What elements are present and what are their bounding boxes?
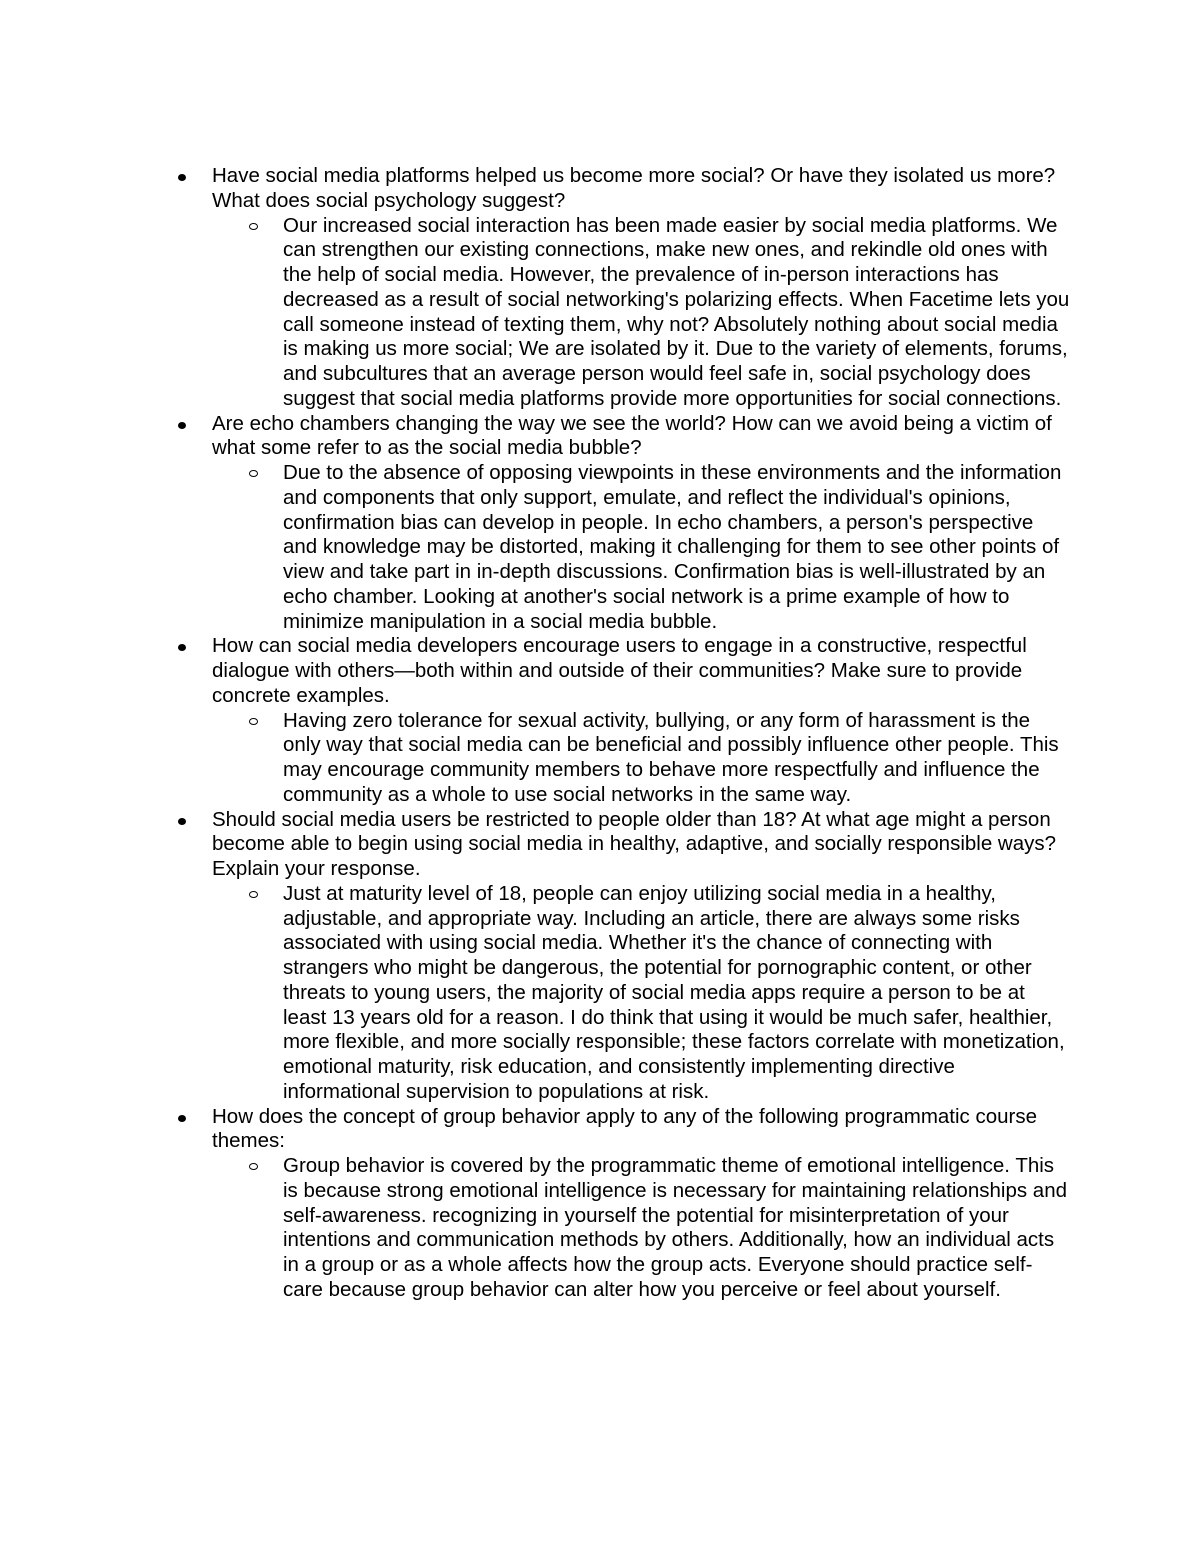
answer-text: Our increased social interaction has been made easier by social media platforms. We can strengthen our existing connections, make new ones, and rekindle old ones with the help of social media. However, the prevalence of in-person interactions has decreased as a result of social networking's polarizing effects. When Facetime lets you call someone instead of texting them, why not? Absolutely nothing about social media is making us more social; We are isolated by it. Due to the variety of elements, forums, and subcultures that an average person would feel safe in, social psychology does suggest that social media platforms provide more opportunities for social connections. bbox=[283, 213, 1070, 410]
filled-bullet-icon bbox=[178, 818, 186, 825]
hollow-bullet-icon bbox=[249, 223, 258, 230]
answer-list bbox=[212, 1154, 1070, 1303]
answer-text: Just at maturity level of 18, people can enjoy utilizing social media in a healthy, adjustable, and appropriate way. Including an article, there are always some risks associated with using social media. Whether it's the chance of connecting with strangers who might be dangerous, the potential for pornographic content, or other threats to young users, the majority of social media apps require a person to be at least 13 years old for a reason. I do think that using it would be much safer, healthier, more flexible, and more socially responsible; these factors correlate with monetization, emotional maturity, risk education, and consistently implementing directive informational supervision to populations at risk. bbox=[283, 881, 1065, 1103]
answer-list bbox=[212, 882, 1070, 1105]
question-text: Have social media platforms helped us become more social? Or have they isolated us more? What does social psychology suggest? bbox=[212, 164, 1056, 212]
question-list bbox=[0, 164, 1200, 1303]
question-text: Are echo chambers changing the way we see the world? How can we avoid being a victim of what some refer to as the social media bubble? bbox=[212, 411, 1052, 460]
hollow-bullet-icon bbox=[249, 1163, 258, 1170]
answer-list bbox=[212, 709, 1070, 808]
question-item bbox=[0, 1105, 1200, 1303]
question-item bbox=[0, 808, 1200, 1105]
filled-bullet-icon bbox=[178, 174, 186, 181]
question-item bbox=[0, 412, 1200, 635]
question-text: How can social media developers encourage users to engage in a constructive, respectful dialogue with others—both within and outside of their communities? Make sure to provide concrete examples. bbox=[212, 634, 1027, 707]
filled-bullet-icon bbox=[178, 644, 186, 651]
hollow-bullet-icon bbox=[249, 718, 258, 725]
answer-item bbox=[283, 709, 1070, 808]
question-item bbox=[0, 164, 1200, 412]
answer-item bbox=[283, 461, 1070, 634]
question-text: Should social media users be restricted to people older than 18? At what age might a person become able to begin using social media in healthy, adaptive, and socially responsible ways? Explain your response. bbox=[212, 807, 1057, 880]
filled-bullet-icon bbox=[178, 422, 186, 429]
answer-item bbox=[283, 1154, 1070, 1303]
hollow-bullet-icon bbox=[249, 891, 258, 898]
hollow-bullet-icon bbox=[249, 470, 258, 477]
answer-list bbox=[212, 214, 1070, 412]
filled-bullet-icon bbox=[178, 1115, 186, 1122]
answer-text: Due to the absence of opposing viewpoints in these environments and the information and components that only support, emulate, and reflect the individual's opinions, confirmation bias can develop in people. In echo chambers, a person's perspective and knowledge may be distorted, making it challenging for them to see other points of view and take part in in-depth discussions. Confirmation bias is well-illustrated by an echo chamber. Looking at another's social network is a prime example of how to minimize manipulation in a social media bubble. bbox=[283, 461, 1062, 633]
answer-text: Having zero tolerance for sexual activity, bullying, or any form of harassment is the only way that social media can be beneficial and possibly influence other people. This may encourage community members to behave more respectfully and influence the community as a whole to use social networks in the same way. bbox=[283, 708, 1059, 806]
answer-text: Group behavior is covered by the programmatic theme of emotional intelligence. This is because strong emotional intelligence is necessary for maintaining relationships and self-awareness. recognizing in yourself the potential for misinterpretation of your intentions and communication methods by others. Additionally, how an individual acts in a group or as a whole affects how the group acts. Everyone should practice self-care because group behavior can alter how you perceive or feel about yourself. bbox=[283, 1154, 1067, 1301]
question-text: How does the concept of group behavior apply to any of the following programmatic course themes: bbox=[212, 1104, 1038, 1153]
answer-item bbox=[283, 882, 1070, 1105]
question-item bbox=[0, 634, 1200, 807]
answer-item bbox=[283, 214, 1070, 412]
answer-list bbox=[212, 461, 1070, 634]
